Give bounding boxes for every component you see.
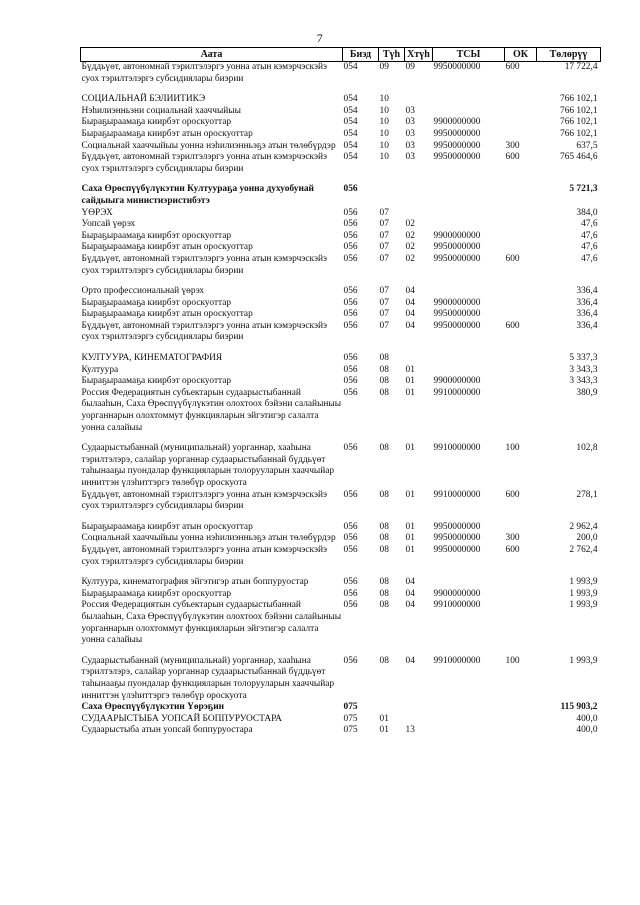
cell-subsection <box>405 714 433 726</box>
cell-grbs: 056 <box>343 230 358 241</box>
cell-grbs: 056 <box>343 320 358 331</box>
spacer-cell <box>81 513 601 522</box>
cell-section: 08 <box>379 387 389 398</box>
cell-name: Быраҕыраамаҕа киирбэт ороскуоттар <box>81 588 232 599</box>
cell-tsr: 9900000000 <box>433 117 481 128</box>
cell-section: 08 <box>379 364 389 375</box>
table-row <box>81 152 601 175</box>
table-row <box>81 94 601 106</box>
cell-section: 01 <box>379 725 389 736</box>
cell-grbs: 054 <box>343 105 358 116</box>
cell-vr <box>505 242 537 254</box>
cell-name: КУЛТУУРА, КИНЕМАТОГРАФИЯ <box>81 353 223 364</box>
cell-grbs: 075 <box>343 713 358 724</box>
cell-subsection: 01 <box>405 533 415 544</box>
cell-name: Быраҕыраамаҕа киирбэт ороскуоттар <box>81 297 232 308</box>
cell-name: Россия Федерациятын субъектарын судаарыстыбаннай былааһын, Саха Өрөспүүбүлүкэтин олохтоох бэйэни салайыныы уорганнарын олохтоммут функцияларын эйгэтигэр салалта уонна салайыы <box>81 387 341 433</box>
table-row <box>81 242 601 254</box>
cell-tsr <box>433 286 505 298</box>
cell-vr: 100 <box>505 655 520 666</box>
table-row <box>81 545 601 568</box>
table-row <box>81 522 601 534</box>
cell-tsr: 9950000000 <box>433 253 481 264</box>
cell-amount: 102,8 <box>576 443 598 454</box>
cell-tsr: 9900000000 <box>433 588 481 599</box>
spacer-cell <box>81 647 601 656</box>
cell-subsection <box>405 94 433 106</box>
cell-subsection: 01 <box>405 521 415 532</box>
cell-vr <box>505 286 537 298</box>
cell-vr <box>505 714 537 726</box>
table-row <box>81 656 601 702</box>
cell-vr <box>505 600 537 646</box>
cell-name: Бүддьүөт, автономнай тэрилтэлэргэ уонна атын кэмэрчэскэйэ суох тэрилтэлэргэ субсидиялары биэрии <box>81 489 328 512</box>
cell-section: 07 <box>379 286 389 297</box>
cell-amount: 336,4 <box>576 309 598 320</box>
cell-subsection: 04 <box>405 297 415 308</box>
cell-grbs: 056 <box>343 655 358 666</box>
cell-amount: 380,9 <box>576 387 598 398</box>
cell-amount: 637,5 <box>576 140 598 151</box>
cell-amount: 3 343,3 <box>569 364 598 375</box>
cell-section: 07 <box>379 320 389 331</box>
table-row <box>81 309 601 321</box>
cell-name: Судаарыстыба атын уопсай боппуруостара <box>81 725 253 736</box>
cell-tsr <box>433 184 505 207</box>
cell-grbs: 054 <box>343 62 358 72</box>
cell-grbs: 075 <box>343 725 358 736</box>
cell-tsr: 9900000000 <box>433 376 481 387</box>
cell-tsr: 9950000000 <box>433 320 481 331</box>
cell-vr <box>505 388 537 434</box>
cell-vr: 600 <box>505 253 520 264</box>
cell-grbs: 056 <box>343 309 358 320</box>
cell-amount: 3 343,3 <box>569 376 598 387</box>
cell-vr: 600 <box>505 152 520 163</box>
cell-name: Бүддьүөт, автономнай тэрилтэлэргэ уонна атын кэмэрчэскэйэ суох тэрилтэлэргэ субсидиялары биэрии <box>81 320 328 343</box>
cell-tsr: 9950000000 <box>433 128 481 139</box>
cell-amount: 384,0 <box>576 207 598 218</box>
cell-grbs: 056 <box>343 443 358 454</box>
spacer-row <box>81 647 601 656</box>
cell-subsection <box>405 208 433 220</box>
cell-grbs: 056 <box>343 588 358 599</box>
spacer-row <box>81 344 601 353</box>
cell-tsr <box>433 725 505 737</box>
table-row <box>81 388 601 434</box>
cell-subsection <box>405 353 433 365</box>
cell-vr: 100 <box>505 443 520 454</box>
cell-vr <box>505 208 537 220</box>
spacer-row <box>81 513 601 522</box>
page-number: 7 <box>316 31 324 45</box>
cell-vr <box>505 353 537 365</box>
spacer-row <box>81 568 601 577</box>
cell-amount: 47,6 <box>581 219 598 230</box>
cell-amount: 766 102,1 <box>560 105 598 116</box>
cell-subsection: 04 <box>405 600 415 611</box>
cell-name: ҮӨРЭХ <box>81 207 113 218</box>
cell-section: 08 <box>379 577 389 588</box>
cell-section: 09 <box>379 62 389 72</box>
cell-tsr: 9910000000 <box>433 655 481 666</box>
cell-name: Социальнай хааччыйыы уонна нэһилиэнньэҕэ атын төлөбүрдэр <box>81 533 336 544</box>
cell-amount: 2 962,4 <box>569 521 598 532</box>
cell-amount: 766 102,1 <box>560 117 598 128</box>
cell-tsr: 9910000000 <box>433 443 481 454</box>
cell-subsection: 04 <box>405 286 415 297</box>
cell-tsr <box>433 219 505 231</box>
table-header-row <box>81 48 601 62</box>
header-vr: ОК <box>505 48 537 62</box>
cell-name: Быраҕыраамаҕа киирбэт атын ороскуоттар <box>81 242 253 253</box>
cell-section: 08 <box>379 588 389 599</box>
cell-subsection: 03 <box>405 128 415 139</box>
cell-tsr <box>433 106 505 118</box>
cell-section: 08 <box>379 353 389 364</box>
table-row <box>81 62 601 86</box>
cell-subsection: 01 <box>405 443 415 454</box>
spacer-row <box>81 277 601 286</box>
cell-vr <box>505 376 537 388</box>
cell-subsection <box>405 702 433 714</box>
cell-subsection: 04 <box>405 577 415 588</box>
cell-vr: 600 <box>505 62 520 72</box>
cell-vr <box>505 298 537 310</box>
cell-vr <box>505 589 537 601</box>
cell-grbs: 056 <box>343 489 358 500</box>
cell-grbs: 056 <box>343 219 358 230</box>
spacer-row <box>81 434 601 443</box>
cell-grbs: 054 <box>343 152 358 163</box>
cell-vr: 600 <box>505 544 520 555</box>
cell-section: 07 <box>379 253 389 264</box>
spacer-cell <box>81 568 601 577</box>
cell-amount: 336,4 <box>576 297 598 308</box>
cell-amount: 5 337,3 <box>569 353 598 364</box>
cell-section: 07 <box>379 230 389 241</box>
cell-tsr <box>433 577 505 589</box>
cell-section: 08 <box>379 376 389 387</box>
table-row <box>81 589 601 601</box>
cell-section: 07 <box>379 309 389 320</box>
cell-section: 08 <box>379 600 389 611</box>
cell-grbs: 056 <box>343 297 358 308</box>
cell-grbs: 056 <box>343 600 358 611</box>
cell-amount: 17 722,4 <box>564 62 598 72</box>
spacer-cell <box>81 344 601 353</box>
cell-vr <box>505 117 537 129</box>
header-name: Аата <box>81 48 343 62</box>
cell-subsection: 01 <box>405 489 415 500</box>
table-row <box>81 219 601 231</box>
cell-grbs: 056 <box>343 387 358 398</box>
table-row <box>81 117 601 129</box>
cell-subsection: 01 <box>405 387 415 398</box>
table-row <box>81 490 601 513</box>
cell-name: Судаарыстыбаннай (муниципальнай) уорганнар, хааһына тэрилтэлэрэ, салайар уорганнар судаарыстыбаннай бүддьүөт таһынааҕы пуондалар функцияларын толорууларын хааччыйар инниттэн үлэһиттэргэ төлөбүр ороскуота <box>81 655 335 701</box>
cell-section: 10 <box>379 140 389 151</box>
cell-section: 08 <box>379 489 389 500</box>
cell-name: Социальнай хааччыйыы уонна нэһилиэнньэҕэ атын төлөбүрдэр <box>81 140 336 151</box>
cell-subsection: 01 <box>405 376 415 387</box>
cell-name: Култуура, кинематография эйгэтигэр атын боппуруостар <box>81 577 309 588</box>
cell-vr <box>505 365 537 377</box>
cell-tsr: 9910000000 <box>433 387 481 398</box>
budget-table <box>80 47 601 737</box>
cell-section: 10 <box>379 105 389 116</box>
cell-tsr: 9910000000 <box>433 600 481 611</box>
cell-tsr <box>433 702 505 714</box>
cell-vr <box>505 106 537 118</box>
spacer-cell <box>81 277 601 286</box>
cell-name: Россия Федерациятын субъектарын судаарыстыбаннай былааһын, Саха Өрөспүүбүлүкэтин олохтоох бэйэни салайыныы уорганнарын олохтоммут функцияларын эйгэтигэр салалта уонна салайыы <box>81 600 341 646</box>
cell-tsr <box>433 714 505 726</box>
cell-grbs: 056 <box>343 242 358 253</box>
cell-name: Бүддьүөт, автономнай тэрилтэлэргэ уонна атын кэмэрчэскэйэ суох тэрилтэлэргэ субсидиялары биэрии <box>81 152 328 174</box>
cell-subsection: 03 <box>405 140 415 151</box>
cell-name: Нэһилиэнньэни социальнай хааччыйыы <box>81 105 241 116</box>
cell-amount: 47,6 <box>581 230 598 241</box>
table-row <box>81 141 601 153</box>
cell-vr <box>505 231 537 243</box>
cell-amount: 336,4 <box>576 320 598 331</box>
cell-vr: 600 <box>505 489 520 500</box>
table-row <box>81 600 601 646</box>
cell-section: 10 <box>379 94 389 105</box>
cell-subsection: 03 <box>405 117 415 128</box>
cell-vr: 600 <box>505 320 520 331</box>
cell-grbs: 056 <box>343 286 358 297</box>
cell-section: 08 <box>379 443 389 454</box>
header-amount: Төлөрүү <box>537 48 601 62</box>
table-row <box>81 376 601 388</box>
cell-section: 07 <box>379 242 389 253</box>
cell-subsection: 13 <box>405 725 415 736</box>
cell-subsection: 04 <box>405 655 415 666</box>
cell-subsection: 04 <box>405 588 415 599</box>
cell-amount: 1 993,9 <box>569 577 598 588</box>
cell-section: 10 <box>379 128 389 139</box>
cell-amount: 1 993,9 <box>569 588 598 599</box>
cell-subsection: 04 <box>405 309 415 320</box>
cell-section: 10 <box>379 152 389 163</box>
cell-amount: 1 993,9 <box>569 600 598 611</box>
table-row <box>81 254 601 277</box>
cell-amount: 336,4 <box>576 286 598 297</box>
cell-grbs: 054 <box>343 94 358 105</box>
cell-section: 08 <box>379 533 389 544</box>
cell-grbs: 054 <box>343 128 358 139</box>
cell-section: 10 <box>379 117 389 128</box>
cell-amount: 766 102,1 <box>560 94 598 105</box>
table-row <box>81 577 601 589</box>
cell-section: 01 <box>379 713 389 724</box>
table-row <box>81 298 601 310</box>
cell-name: Бүддьүөт, автономнай тэрилтэлэргэ уонна атын кэмэрчэскэйэ суох тэрилтэлэргэ субсидиялары биэрии <box>81 62 328 84</box>
cell-amount: 278,1 <box>576 489 598 500</box>
cell-grbs: 056 <box>343 533 358 544</box>
table-row <box>81 365 601 377</box>
cell-tsr: 9950000000 <box>433 544 481 555</box>
cell-tsr: 9950000000 <box>433 521 481 532</box>
cell-grbs: 054 <box>343 140 358 151</box>
header-section: Түһ <box>379 48 405 62</box>
cell-vr <box>505 184 537 207</box>
table-row <box>81 443 601 489</box>
cell-amount: 766 102,1 <box>560 128 598 139</box>
table-row <box>81 533 601 545</box>
cell-subsection: 09 <box>405 62 415 72</box>
cell-name: Быраҕыраамаҕа киирбэт ороскуоттар <box>81 117 232 128</box>
header-tsr: ТСЫ <box>433 48 505 62</box>
cell-section <box>379 184 405 207</box>
table-row <box>81 231 601 243</box>
cell-tsr: 9910000000 <box>433 489 481 500</box>
cell-name: Саха Өрөспүүбүлүкэтин Үөрэҕин <box>81 702 225 713</box>
cell-name: Быраҕыраамаҕа киирбэт ороскуоттар <box>81 376 232 387</box>
cell-amount: 2 762,4 <box>569 544 598 555</box>
cell-name: Бүддьүөт, автономнай тэрилтэлэргэ уонна атын кэмэрчэскэйэ суох тэрилтэлэргэ субсидиялары биэрии <box>81 544 328 567</box>
cell-tsr <box>433 208 505 220</box>
cell-section: 08 <box>379 544 389 555</box>
cell-section: 07 <box>379 297 389 308</box>
cell-section <box>379 702 405 714</box>
cell-grbs: 056 <box>343 207 358 218</box>
cell-grbs: 056 <box>343 577 358 588</box>
cell-amount: 5 721,3 <box>569 184 598 195</box>
cell-name: Быраҕыраамаҕа киирбэт атын ороскуоттар <box>81 128 253 139</box>
cell-subsection: 02 <box>405 219 415 230</box>
cell-name: Саха Өрөспүүбүлүкэтин Култуураҕа уонна духуобунай сайдыыга министиэристибэтэ <box>81 184 314 206</box>
cell-vr <box>505 725 537 737</box>
spacer-row <box>81 85 601 94</box>
cell-tsr: 9950000000 <box>433 152 481 163</box>
table-row <box>81 208 601 220</box>
cell-vr <box>505 219 537 231</box>
table-row <box>81 353 601 365</box>
cell-tsr: 9950000000 <box>433 533 481 544</box>
cell-grbs: 056 <box>343 184 358 195</box>
cell-subsection: 03 <box>405 152 415 163</box>
cell-tsr <box>433 353 505 365</box>
table-body <box>81 62 601 737</box>
cell-subsection: 01 <box>405 544 415 555</box>
cell-name: Орто профессиональнай үөрэх <box>81 286 205 297</box>
cell-grbs: 056 <box>343 544 358 555</box>
header-subsection: Хтүһ <box>405 48 433 62</box>
cell-vr: 300 <box>505 533 520 544</box>
cell-name: Бүддьүөт, автономнай тэрилтэлэргэ уонна атын кэмэрчэскэйэ суох тэрилтэлэргэ субсидиялары биэрии <box>81 253 328 276</box>
cell-amount: 765 464,6 <box>560 152 598 163</box>
cell-amount: 47,6 <box>581 253 598 264</box>
cell-grbs: 056 <box>343 253 358 264</box>
cell-amount: 400,0 <box>576 713 598 724</box>
table-row <box>81 725 601 737</box>
table-row <box>81 129 601 141</box>
cell-name: Быраҕыраамаҕа киирбэт ороскуоттар <box>81 230 232 241</box>
cell-amount: 200,0 <box>576 533 598 544</box>
cell-tsr <box>433 365 505 377</box>
header-grbs: Биэд <box>343 48 379 62</box>
cell-vr <box>505 129 537 141</box>
table-row <box>81 106 601 118</box>
spacer-row <box>81 175 601 184</box>
cell-subsection: 03 <box>405 105 415 116</box>
spacer-cell <box>81 175 601 184</box>
cell-section: 08 <box>379 655 389 666</box>
cell-tsr: 9950000000 <box>433 242 481 253</box>
cell-amount: 115 903,2 <box>560 702 598 713</box>
cell-vr <box>505 577 537 589</box>
cell-vr <box>505 94 537 106</box>
cell-grbs: 056 <box>343 376 358 387</box>
cell-tsr: 9950000000 <box>433 62 481 72</box>
cell-vr: 300 <box>505 140 520 151</box>
spacer-cell <box>81 434 601 443</box>
cell-tsr: 9950000000 <box>433 140 481 151</box>
cell-grbs: 056 <box>343 521 358 532</box>
cell-grbs: 054 <box>343 117 358 128</box>
cell-tsr <box>433 94 505 106</box>
cell-section: 07 <box>379 207 389 218</box>
cell-vr <box>505 522 537 534</box>
cell-vr <box>505 309 537 321</box>
cell-section: 07 <box>379 219 389 230</box>
cell-grbs: 056 <box>343 353 358 364</box>
cell-grbs: 075 <box>343 702 358 713</box>
table-row <box>81 714 601 726</box>
cell-tsr: 9900000000 <box>433 230 481 241</box>
cell-section: 08 <box>379 521 389 532</box>
cell-amount: 1 993,9 <box>569 655 598 666</box>
cell-subsection: 02 <box>405 230 415 241</box>
cell-name: СУДААРЫСТЫБА УОПСАЙ БОППУРУОСТАРА <box>81 713 282 724</box>
cell-grbs: 056 <box>343 364 358 375</box>
table-row <box>81 321 601 344</box>
cell-subsection <box>405 184 433 207</box>
cell-subsection: 01 <box>405 364 415 375</box>
cell-amount: 47,6 <box>581 242 598 253</box>
cell-tsr: 9950000000 <box>433 309 481 320</box>
spacer-cell <box>81 85 601 94</box>
cell-vr <box>505 702 537 714</box>
cell-amount: 400,0 <box>576 725 598 736</box>
cell-name: Быраҕыраамаҕа киирбэт атын ороскуоттар <box>81 521 253 532</box>
cell-name: Быраҕыраамаҕа киирбэт атын ороскуоттар <box>81 309 253 320</box>
table-row <box>81 286 601 298</box>
cell-subsection: 02 <box>405 242 415 253</box>
cell-name: СОЦИАЛЬНАЙ БЭЛИИТИКЭ <box>81 94 206 105</box>
table-row <box>81 184 601 207</box>
cell-name: Судаарыстыбаннай (муниципальнай) уорганнар, хааһына тэрилтэлэрэ, салайар уорганнар судаарыстыбаннай бүддьүөт таһынааҕы пуондалар функцияларын толорууларын хааччыйар инниттэн үлэһиттэргэ төлөбүр ороскуота <box>81 443 335 488</box>
cell-name: Уопсай үөрэх <box>81 219 136 230</box>
cell-subsection: 04 <box>405 320 415 331</box>
cell-name: Култуура <box>81 364 119 375</box>
table-row <box>81 702 601 714</box>
cell-subsection: 02 <box>405 253 415 264</box>
cell-tsr: 9900000000 <box>433 297 481 308</box>
